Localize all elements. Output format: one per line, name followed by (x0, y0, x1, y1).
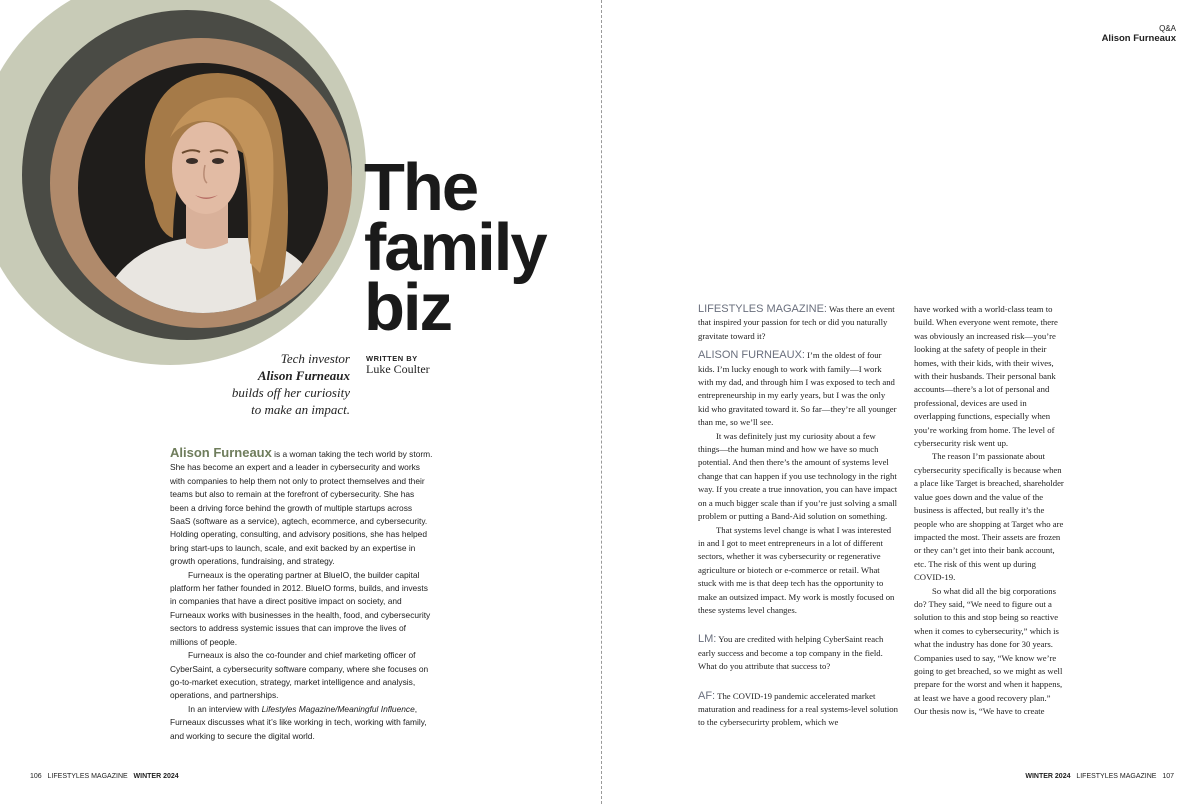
folio-page-number: 106 (30, 773, 42, 780)
answer-1-text: I’m the oldest of four kids. I’m lucky enough to work with family—I work with my dad, and through him I was exposed to tech and entrepreneurship in my early years, but I was the only kid who gravitated toward it. So far—they’re all younger than me, so we’ll see. (698, 350, 897, 428)
answer-1-label: ALISON FURNEAUX: (698, 349, 805, 362)
section-category: Q&A (1159, 24, 1176, 33)
intro-paragraph-3: Furneaux is also the co-founder and chief marketing officer of CyberSaint, a cybersecurity software company, where she focuses on go-to-market execution, strategy, market intelligence and analysis, operations, and partnerships. (170, 650, 429, 701)
answer-1-paragraph-3: That systems level change is what I was interested in and I got to meet entrepreneurs in a lot of different sectors, whether it was cybersecurity or regenerative agriculture or biotech or e-commerce or retail. What stuck with me is that deep tech has the opportunity to make an outsized impact. My work is mostly focused on these systems level changes. (698, 524, 895, 615)
headline (364, 150, 546, 345)
headline-line-3: biz (364, 270, 452, 345)
question-1 (698, 303, 898, 343)
intro-paragraph-1 (170, 446, 434, 569)
portrait-photo (78, 63, 328, 313)
question-2 (698, 633, 898, 673)
right-page (602, 0, 1204, 804)
deck (220, 350, 350, 418)
folio-page-number: 107 (1162, 773, 1174, 780)
answer-2 (698, 690, 898, 730)
folio-issue: WINTER 2024 (1025, 773, 1071, 780)
question-2-label: LM: (698, 633, 717, 646)
deck-name: Alison Furneaux (257, 368, 350, 383)
folio-magazine: LIFESTYLES MAGAZINE (1076, 773, 1157, 780)
answer-1-paragraph-2: It was definitely just my curiosity about a few things—the human mind and how we have so much potential. And then there’s the amount of systems level change that can happen if you use technology in the right way. If you create a true innovation, you can have impact on a much bigger scale than if you’re just solving a small problem or putting a Band-Aid solution on something. (698, 430, 898, 522)
intro-p4-italic: Lifestyles Magazine/Meaningful Influence (261, 703, 415, 714)
question-1-text: Was there an event that inspired your passion for tech or did you naturally gravitate toward it? (698, 304, 895, 341)
headline-line-2: family (364, 210, 546, 285)
section-header (1102, 24, 1176, 44)
column-2-paragraph-3: So what did all the big corporations do? They said, “We need to figure out a solution to this and stop being so reactive when it comes to cybersecurity,” which is what the industry has done for 30 years. Companies used to say, “We know we’re going to get breached, so we might as well prepare for the worst and when it happens, at least we have a good recovery plan.” Our thesis now is, “We have to create (914, 585, 1063, 717)
answer-2-text: The COVID-19 pandemic accelerated market maturation and readiness for a real systems-level solution to the cybersecurirty problem, which we (698, 690, 898, 728)
column-2-paragraph-2: The reason I’m passionate about cybersecurity specifically is because when a place like Target is breached, shareholder value goes down and the value of the business is affected, but really it’s the people who are shopping at Target who are impacted the most. Their assets are frozen or they can’t get into their bank account, etc. The risk of this went up during COVID-19. (914, 451, 1064, 583)
left-folio (30, 773, 179, 780)
deck-line-2: builds off her curiosity to make an impact. (231, 385, 350, 417)
column-2-paragraph-1: have worked with a world-class team to build. When everyone went remote, there was obviously an increased risk—you’re looking at the safety of people in their homes, with their kids, with their wives, with their husbands. Their personal bank accounts—there’s a lot of personal and professional, devices are used in overlapping functions, especially when you’re working from home. The level of cybersecurity risk went up. (914, 304, 1058, 449)
byline-author: Luke Coulter (366, 362, 430, 376)
intro-p4-post: , Furneaux discusses what it’s like working in tech, working with family, and working to secure the digital world. (170, 703, 427, 741)
intro-lead: Alison Furneaux (170, 445, 272, 460)
intro-paragraph-4 (170, 703, 434, 743)
folio-magazine: LIFESTYLES MAGAZINE (47, 773, 128, 780)
right-folio (1025, 773, 1174, 780)
folio-issue: WINTER 2024 (133, 773, 179, 780)
question-2-text: You are credited with helping CyberSaint reach early success and become a top company in the field. What do you attribute that success to? (698, 634, 884, 672)
article-column-2 (914, 303, 1064, 719)
byline (366, 354, 430, 377)
answer-2-label: AF: (698, 689, 716, 702)
byline-label: WRITTEN BY (366, 354, 418, 363)
intro-text (170, 446, 434, 743)
deck-line-1: Tech investor (280, 351, 350, 366)
article-column-1 (698, 303, 898, 730)
left-page (0, 0, 601, 804)
headline-line-1: The (364, 150, 478, 225)
section-name: Alison Furneaux (1101, 33, 1176, 44)
intro-paragraph-2: Furneaux is the operating partner at BlueIO, the builder capital platform her father founded in 2012. BlueIO forms, builds, and invests in companies that have a direct positive impact on society, and Furneaux works with businesses in the health, food, and cybersecurity sectors to address systemic issues that can improve the lives of millions of people. (170, 569, 431, 647)
intro-p4-pre: In an interview with (188, 703, 262, 714)
question-1-label: LIFESTYLES MAGAZINE: (698, 303, 827, 315)
intro-p1-text: is a woman taking the tech world by storm. She has become an expert and a leader in cybersecurity and works with companies to help them not only to protect themselves and their teams but also to remain at the forefront of cybersecurity. She has been a driving force behind the growth of multiple startups across SaaS (software as a service), agtech, ecommerce, and cybersecurity. Holding operating, consulting, and advisory positions, she has helped bring start-ups to launch, scale, and exit backed by an expertise in growth operations, fundraising, and strategy. (170, 449, 433, 567)
answer-1 (698, 349, 898, 429)
